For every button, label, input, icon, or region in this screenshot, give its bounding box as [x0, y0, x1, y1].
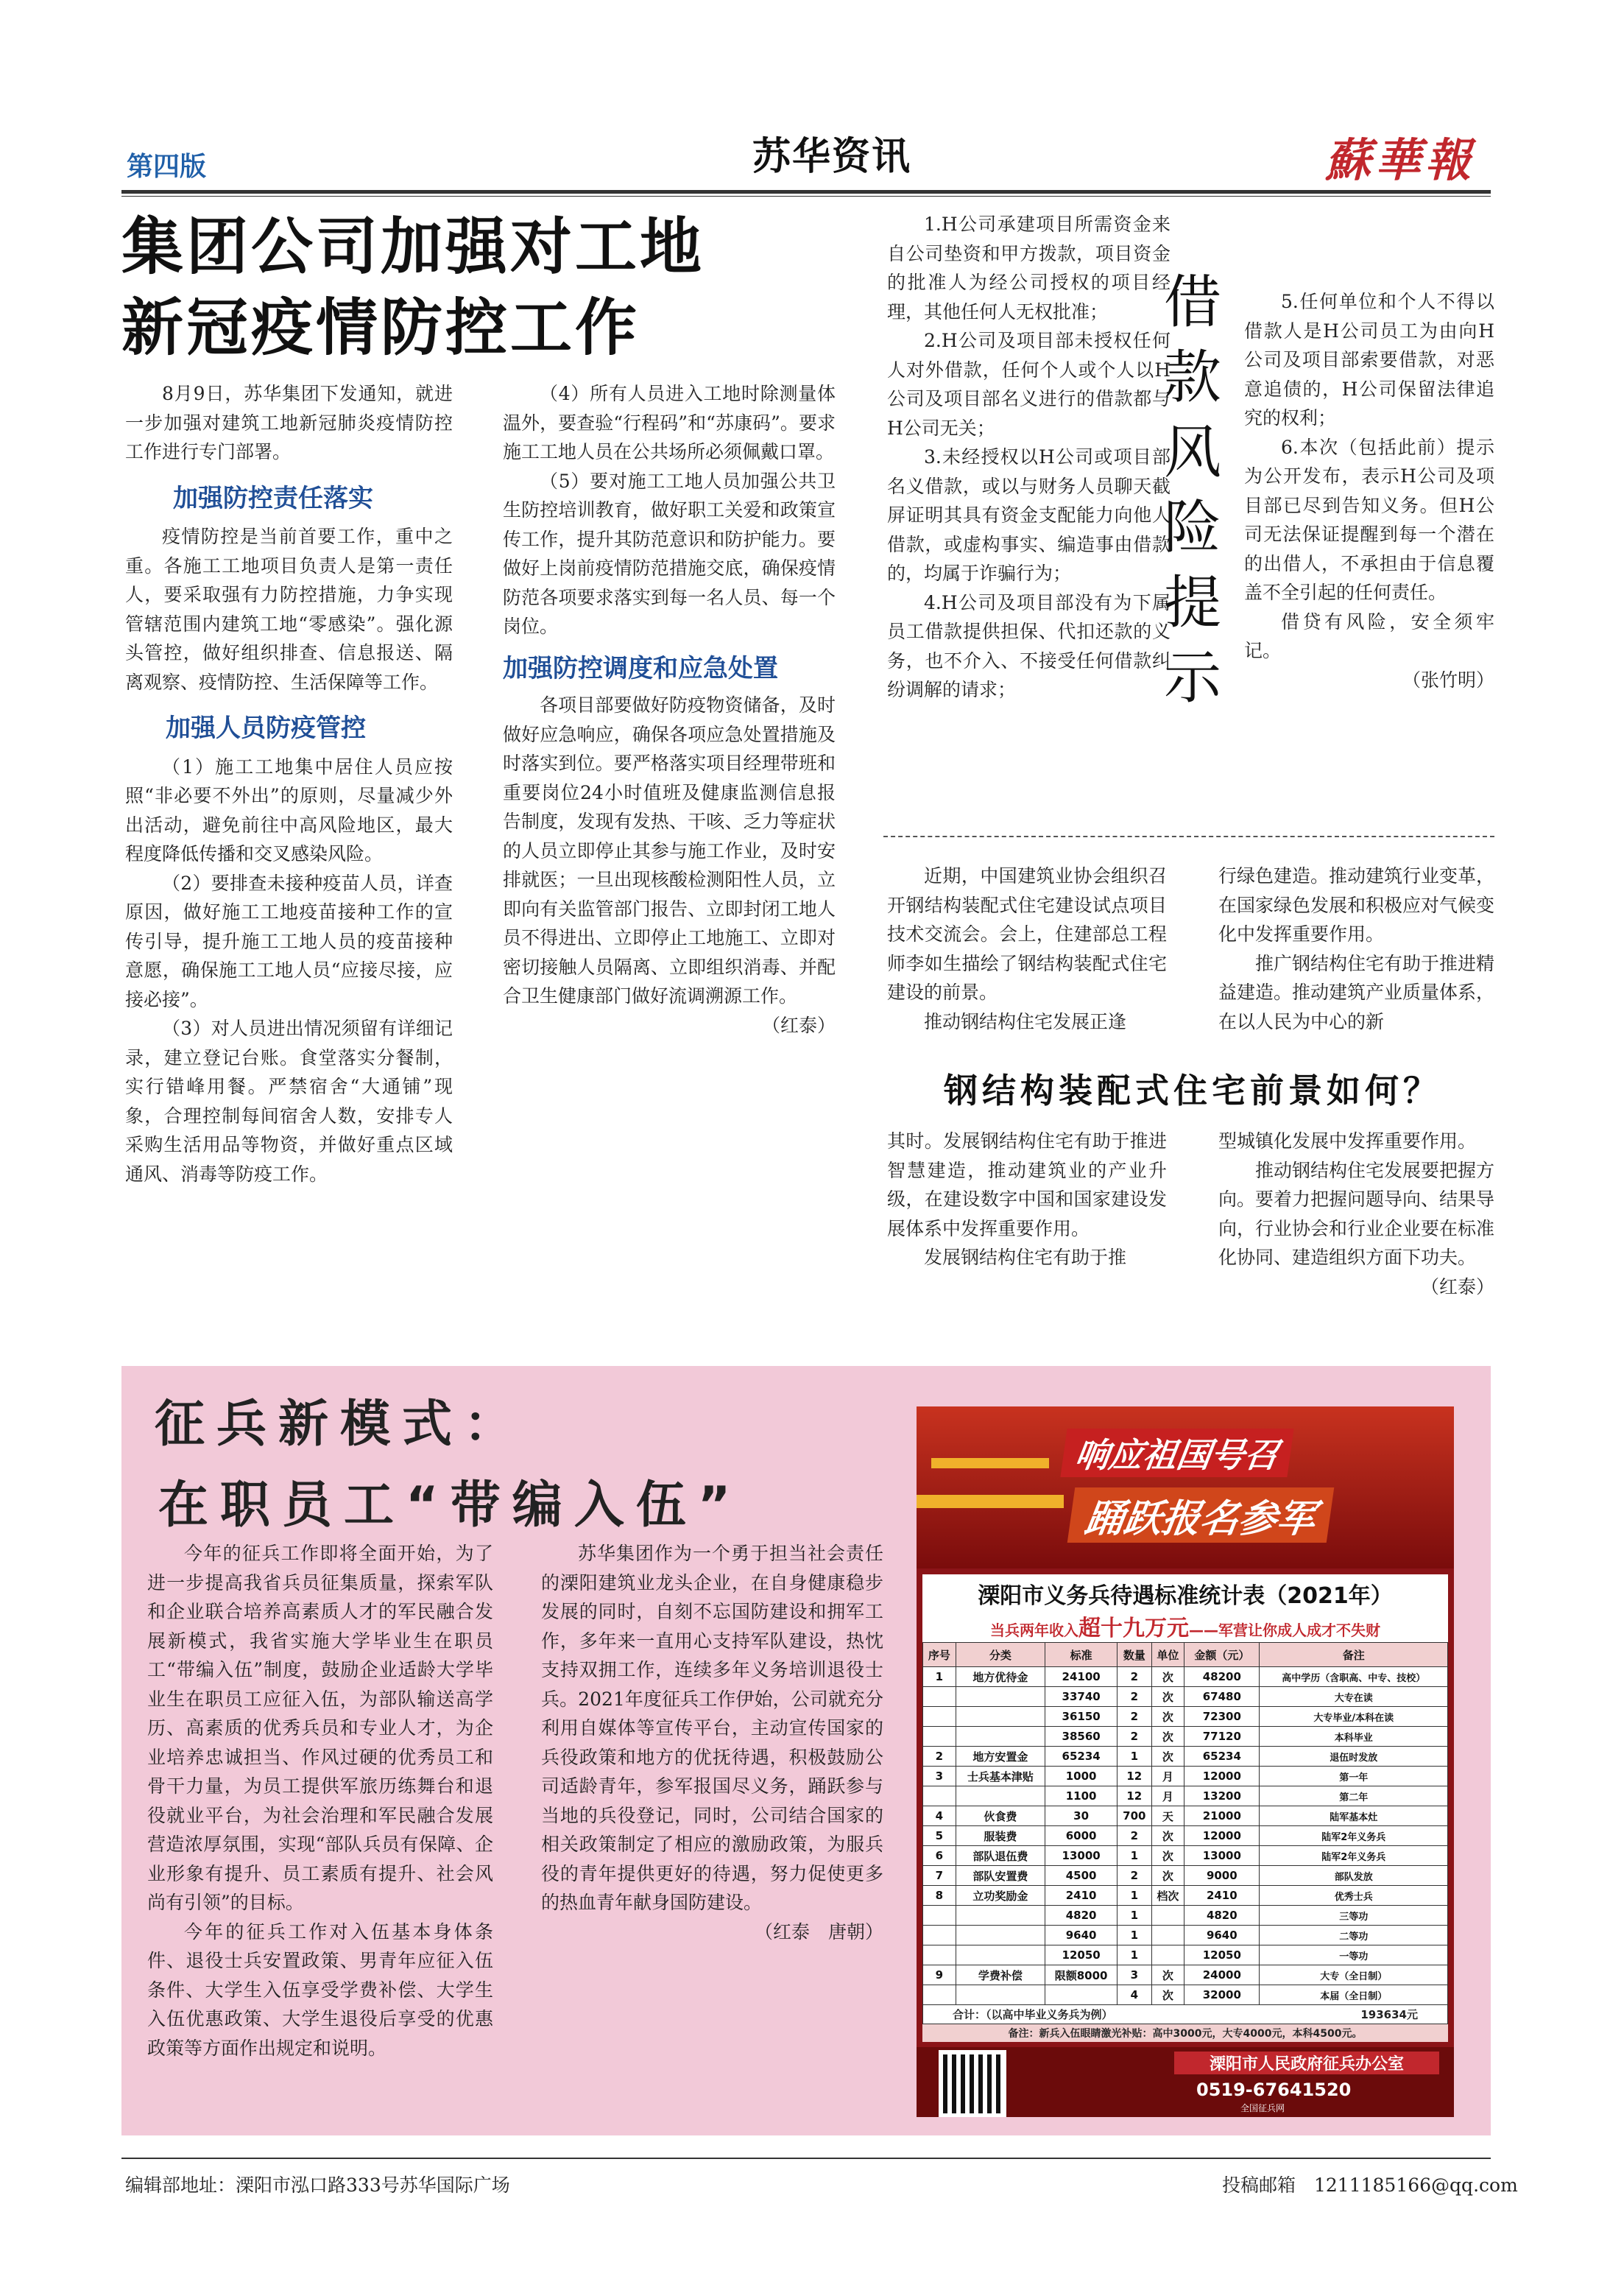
table-header-cell: 分类 — [956, 1643, 1045, 1667]
table-cell — [923, 1727, 956, 1747]
table-cell: 第二年 — [1260, 1786, 1448, 1806]
table-cell: 1 — [1118, 1846, 1151, 1866]
benefits-table — [922, 1642, 1448, 2005]
pagoda-roof-icon — [931, 1458, 1049, 1468]
table-cell: 次 — [1151, 1707, 1184, 1727]
table-row — [923, 1906, 1448, 1926]
table-cell — [923, 1786, 956, 1806]
table-title: 溧阳市义务兵待遇标准统计表（2021年） — [978, 1583, 1393, 1609]
header-rule-thin — [121, 196, 1491, 197]
table-cell: 2410 — [1184, 1886, 1260, 1906]
table-cell: 部队退伍费 — [956, 1846, 1045, 1866]
table-cell: 月 — [1151, 1786, 1184, 1806]
office-phone: 0519-67641520 — [1196, 2080, 1352, 2100]
table-cell: 36150 — [1045, 1707, 1118, 1727]
table-cell: 72300 — [1184, 1707, 1260, 1727]
table-cell: 4820 — [1045, 1906, 1118, 1926]
table-cell: 24000 — [1184, 1965, 1260, 1985]
table-cell: 3 — [1118, 1965, 1151, 1985]
table-cell: 服装费 — [956, 1826, 1045, 1846]
table-cell: 2 — [1118, 1667, 1151, 1687]
table-cell: 12 — [1118, 1786, 1151, 1806]
paragraph: 推动钢结构住宅发展要把握方向。要着力把握问题导向、结果导向，行业协会和行业企业要在标准化协同、建造组织方面下功夫。 — [1218, 1159, 1495, 1268]
table-row — [923, 1886, 1448, 1906]
table-cell: 12050 — [1184, 1945, 1260, 1965]
conscription-column-1 — [147, 1539, 493, 2063]
paragraph: 5.任何单位和个人不得以借款人是H公司员工为由向H公司及项目部索要借款，对恶意追债的，H公司保留法律追究的权利； — [1244, 291, 1494, 429]
table-cell: 优秀士兵 — [1260, 1886, 1448, 1906]
total-label: 合计：（以高中毕业义务兵为例） — [953, 2008, 1113, 2021]
table-header-cell: 序号 — [923, 1643, 956, 1667]
table-cell — [1045, 1985, 1118, 2005]
table-cell — [956, 1945, 1045, 1965]
recruitment-office: 溧阳市人民政府征兵办公室 — [1174, 2052, 1439, 2074]
table-cell: 65234 — [1184, 1747, 1260, 1767]
table-header-cell: 标准 — [1045, 1643, 1118, 1667]
table-cell: 2 — [1118, 1727, 1151, 1747]
table-cell — [923, 1687, 956, 1707]
table-cell: 9 — [923, 1965, 956, 1985]
table-cell — [923, 1906, 956, 1926]
subtitle-text: ——军营让你成人成才不失财 — [1189, 1621, 1380, 1639]
table-cell: 700 — [1118, 1806, 1151, 1826]
paragraph: （5）要对施工工地人员加强公共卫生防控培训教育，做好职工关爱和政策宣传工作，提升其防范意识和防护能力。要做好上岗前疫情防范措施交底，确保疫情防范各项要求落实到每一名人员、每一个岗位。 — [503, 470, 836, 637]
table-note: 备注：新兵入伍眼睛激光补贴：高中3000元，大专4000元，本科4500元。 — [922, 2024, 1448, 2042]
table-cell: 2 — [1118, 1866, 1151, 1886]
poster-headline-1: 响应祖国号召 — [1060, 1429, 1293, 1477]
table-cell: 9640 — [1184, 1926, 1260, 1945]
table-cell: 陆军2年义务兵 — [1260, 1846, 1448, 1866]
table-cell — [923, 1926, 956, 1945]
table-cell: 1100 — [1045, 1786, 1118, 1806]
table-cell: 次 — [1151, 1667, 1184, 1687]
table-cell: 1 — [1118, 1945, 1151, 1965]
subtitle-highlight: 超十九万元 — [1078, 1616, 1189, 1641]
table-cell — [1151, 1945, 1184, 1965]
table-cell: 次 — [1151, 1727, 1184, 1747]
table-cell: 次 — [1151, 1866, 1184, 1886]
table-cell: 38560 — [1045, 1727, 1118, 1747]
table-cell: 77120 — [1184, 1727, 1260, 1747]
benefits-table-panel — [922, 1574, 1448, 2042]
table-cell: 二等功 — [1260, 1926, 1448, 1945]
table-cell: 大专（全日制） — [1260, 1965, 1448, 1985]
table-cell: 7 — [923, 1866, 956, 1886]
table-cell: 33740 — [1045, 1687, 1118, 1707]
poster-headline-2: 踊跃报名参军 — [1067, 1487, 1335, 1543]
table-cell: 65234 — [1045, 1747, 1118, 1767]
newspaper-logo: 蘇華報 — [1325, 133, 1476, 187]
table-cell: 次 — [1151, 1985, 1184, 2005]
recruitment-poster — [917, 1406, 1454, 2117]
table-cell: 地方安置金 — [956, 1747, 1045, 1767]
paragraph: 2.H公司及项目部未授权任何人对外借款，任何个人或个人以H公司及项目部名义进行的借款都与H公司无关； — [887, 330, 1171, 439]
table-cell: 一等功 — [1260, 1945, 1448, 1965]
table-row — [923, 1926, 1448, 1945]
table-cell: 4820 — [1184, 1906, 1260, 1926]
table-cell — [1151, 1926, 1184, 1945]
steel-column-4 — [1218, 1127, 1494, 1301]
table-row — [923, 1806, 1448, 1826]
table-cell: 1 — [1118, 1906, 1151, 1926]
table-cell: 1 — [1118, 1886, 1151, 1906]
conscription-title-line1: 征兵新模式： — [155, 1395, 526, 1454]
table-cell — [956, 1906, 1045, 1926]
headline-line1: 集团公司加强对工地 — [121, 211, 705, 283]
table-cell — [923, 1945, 956, 1965]
title-char: 款 — [1163, 345, 1221, 411]
table-cell: 6 — [923, 1846, 956, 1866]
table-cell: 2 — [1118, 1826, 1151, 1846]
table-cell: 32000 — [1184, 1985, 1260, 2005]
table-cell: 次 — [1151, 1747, 1184, 1767]
table-cell: 13000 — [1184, 1846, 1260, 1866]
submission-email[interactable]: 投稿邮箱 1211185166@qq.com — [1222, 2174, 1518, 2196]
table-cell: 48200 — [1184, 1667, 1260, 1687]
title-char: 提 — [1163, 570, 1221, 636]
table-cell: 1 — [1118, 1747, 1151, 1767]
table-cell: 次 — [1151, 1965, 1184, 1985]
table-cell: 地方优待金 — [956, 1667, 1045, 1687]
paragraph: 今年的征兵工作即将全面开始，为了进一步提高我省兵员征集质量，探索军队和企业联合培养高素质人才的军民融合发展新模式，我省实施大学毕业生在职员工“带编入伍”制度，鼓励企业适龄大学毕业生在职员工应征入伍，为部队输送高学历、高素质的优秀兵员和专业人才，为企业培养忠诚担当、作风过硬的优秀员工和骨干力量，为员工提供军旅历练舞台和退役就业平台，为社会治理和军民融合发展营造浓厚氛围，实现“部队兵员有保障、企业形象有提升、员工素质有提升、社会风尚有引领”的目标。 — [147, 1543, 493, 1913]
table-total — [922, 2005, 1448, 2024]
table-cell: 部队发放 — [1260, 1866, 1448, 1886]
loan-vertical-title — [1159, 265, 1226, 716]
table-row — [923, 1667, 1448, 1687]
subtitle-text: 当兵两年收入 — [990, 1621, 1078, 1639]
table-cell: 21000 — [1184, 1806, 1260, 1826]
table-cell: 13000 — [1045, 1846, 1118, 1866]
paragraph: 发展钢结构住宅有助于推 — [924, 1247, 1127, 1268]
table-cell: 12000 — [1184, 1826, 1260, 1846]
title-char: 示 — [1163, 645, 1221, 711]
table-cell: 24100 — [1045, 1667, 1118, 1687]
paragraph: 今年的征兵工作对入伍基本身体条件、退役士兵安置政策、男青年应征入伍条件、大学生入伍享受学费补偿、大学生入伍优惠政策、大学生退役后享受的优惠政策等方面作出规定和说明。 — [147, 1920, 493, 2059]
table-cell: 大专在读 — [1260, 1687, 1448, 1707]
dashed-divider — [883, 836, 1494, 837]
table-row — [923, 1866, 1448, 1886]
table-cell: 67480 — [1184, 1687, 1260, 1707]
byline: （红泰） — [761, 1014, 836, 1036]
table-cell: 限额8000 — [1045, 1965, 1118, 1985]
paragraph: 3.未经授权以H公司或项目部名义借款，或以与财务人员聊天截屏证明其具有资金支配能力向他人借款，或虚构事实、编造事由借款的，均属于诈骗行为； — [887, 446, 1171, 584]
headline-line2: 新冠疫情防控工作 — [121, 292, 640, 364]
table-cell — [956, 1926, 1045, 1945]
paragraph: 推动钢结构住宅发展正逢 — [924, 1010, 1127, 1032]
table-cell: 4500 — [1045, 1866, 1118, 1886]
poster-footer — [917, 2047, 1454, 2117]
table-cell: 2 — [1118, 1687, 1151, 1707]
table-cell: 本科毕业 — [1260, 1727, 1448, 1747]
paragraph: （3）对人员进出情况须留有详细记录，建立登记台账。食堂落实分餐制，实行错峰用餐。严禁宿舍“大通铺”现象，合理控制每间宿舍人数，安排专人采购生活用品等物资，并做好重点区域通风、消毒等防疫工作。 — [125, 1018, 453, 1185]
paragraph: 1.H公司承建项目所需资金来自公司垫资和甲方拨款，项目资金的批准人为经公司授权的项目经理，其他任何人无权批准； — [887, 214, 1171, 323]
steel-column-3 — [887, 1127, 1167, 1272]
byline: （张竹明） — [1402, 669, 1494, 691]
table-cell: 陆军2年义务兵 — [1260, 1826, 1448, 1846]
table-header-cell: 备注 — [1260, 1643, 1448, 1667]
paragraph: （2）要排查未接种疫苗人员，详查原因，做好施工工地疫苗接种工作的宣传引导，提升施工工地人员的疫苗接种意愿，确保施工工地人员“应接尽接，应接必接”。 — [125, 872, 453, 1010]
paragraph: 各项目部要做好防疫物资储备，及时做好应急响应，确保各项应急处置措施及时落实到位。要严格落实项目经理带班和重要岗位24小时值班及健康监测信息报告制度，发现有发热、干咳、乏力等症状的人员立即停止其参与施工作业，及时安排就医；一旦出现核酸检测阳性人员，立即向有关监管部门报告、立即封闭工地人员不得进出、立即停止工地施工、立即对密切接触人员隔离、立即组织消毒、并配合卫生健康部门做好流调溯源工作。 — [503, 694, 836, 1007]
table-cell — [956, 1707, 1045, 1727]
table-cell: 12050 — [1045, 1945, 1118, 1965]
title-char: 风 — [1163, 420, 1221, 486]
table-cell: 13200 — [1184, 1786, 1260, 1806]
title-char: 险 — [1163, 495, 1221, 561]
total-value: 193634元 — [1360, 2008, 1418, 2021]
table-cell: 1 — [1118, 1926, 1151, 1945]
recruitment-website: 全国征兵网 — [1240, 2103, 1285, 2113]
table-cell — [956, 1985, 1045, 2005]
table-cell: 第一年 — [1260, 1767, 1448, 1786]
table-subtitle — [922, 1610, 1448, 1642]
article-column-2 — [503, 379, 836, 1040]
byline: （红泰） — [1420, 1275, 1494, 1297]
table-cell: 士兵基本津贴 — [956, 1767, 1045, 1786]
table-cell: 档次 — [1151, 1886, 1184, 1906]
table-cell: 12 — [1118, 1767, 1151, 1786]
table-cell — [956, 1687, 1045, 1707]
table-header-cell: 单位 — [1151, 1643, 1184, 1667]
table-cell: 次 — [1151, 1687, 1184, 1707]
table-cell: 高中学历（含职高、中专、技校） — [1260, 1667, 1448, 1687]
conscription-title-line2: 在职员工“带编入伍” — [158, 1476, 743, 1535]
steel-article-title: 钢结构装配式住宅前景如何？ — [944, 1071, 1441, 1110]
table-cell: 伙食费 — [956, 1806, 1045, 1826]
table-cell: 4 — [923, 1806, 956, 1826]
table-cell: 学费补偿 — [956, 1965, 1045, 1985]
byline: （红泰 唐朝） — [754, 1920, 883, 1943]
table-cell: 月 — [1151, 1767, 1184, 1786]
table-cell — [1151, 1906, 1184, 1926]
table-cell: 大专毕业/本科在读 — [1260, 1707, 1448, 1727]
table-cell: 2 — [923, 1747, 956, 1767]
table-cell: 退伍时发放 — [1260, 1747, 1448, 1767]
paragraph: 其时。发展钢结构住宅有助于推进智慧建造，推动建筑业的产业升级，在建设数字中国和国家建设发展体系中发挥重要作用。 — [887, 1130, 1167, 1239]
table-cell: 12000 — [1184, 1767, 1260, 1786]
steel-column-2 — [1218, 862, 1494, 1036]
paragraph: 行绿色建造。推动建筑行业变革，在国家绿色发展和积极应对气候变化中发挥重要作用。 — [1218, 865, 1495, 945]
edition-label: 第四版 — [127, 152, 207, 182]
table-header-row — [923, 1643, 1448, 1667]
paragraph: 疫情防控是当前首要工作，重中之重。各施工工地项目负责人是第一责任人，要采取强有力防控措施，力争实现管辖范围内建筑工地“零感染”。强化源头管控，做好组织排查、信息报送、隔离观察、疫情防控、生活保障等工作。 — [125, 526, 453, 693]
section-title: 苏华资讯 — [752, 135, 911, 179]
table-row — [923, 1727, 1448, 1747]
header-rule — [121, 190, 1491, 194]
paragraph: （1）施工工地集中居住人员应按照“非必要不外出”的原则，尽量减少外出活动，避免前往中高风险地区，最大程度降低传播和交叉感染风险。 — [125, 756, 453, 864]
table-cell: 部队安置费 — [956, 1866, 1045, 1886]
pagoda-roof-icon — [917, 1495, 1064, 1508]
table-cell: 9000 — [1184, 1866, 1260, 1886]
subhead-emergency: 加强防控调度和应急处置 — [503, 653, 778, 683]
subhead-personnel: 加强人员防疫管控 — [166, 714, 366, 743]
table-cell: 次 — [1151, 1846, 1184, 1866]
table-row — [923, 1786, 1448, 1806]
table-row — [923, 1747, 1448, 1767]
paragraph: 6.本次（包括此前）提示为公开发布，表示H公司及项目部已尽到告知义务。但H公司无法保证提醒到每一个潜在的出借人，不承担由于信息覆盖不全引起的任何责任。 — [1244, 436, 1494, 603]
table-cell: 2410 — [1045, 1886, 1118, 1906]
table-cell: 三等功 — [1260, 1906, 1448, 1926]
table-cell: 4 — [1118, 1985, 1151, 2005]
subhead-responsibility: 加强防控责任落实 — [173, 483, 373, 513]
article-intro: 8月9日，苏华集团下发通知，就进一步加强对建筑工地新冠肺炎疫情防控工作进行专门部署。 — [125, 383, 453, 462]
paragraph: 推广钢结构住宅有助于推进精益建造。推动建筑产业质量体系，在以人民为中心的新 — [1218, 952, 1495, 1032]
table-cell: 9640 — [1045, 1926, 1118, 1945]
table-row — [923, 1826, 1448, 1846]
table-row — [923, 1945, 1448, 1965]
table-cell — [923, 1707, 956, 1727]
table-row — [923, 1965, 1448, 1985]
paragraph: 型城镇化发展中发挥重要作用。 — [1218, 1130, 1477, 1152]
table-body — [923, 1667, 1448, 2005]
loan-column-2 — [1244, 287, 1494, 694]
table-cell — [956, 1786, 1045, 1806]
footer-rule — [121, 2158, 1491, 2159]
table-cell: 1 — [923, 1667, 956, 1687]
table-row — [923, 1985, 1448, 2005]
table-header-cell: 数量 — [1118, 1643, 1151, 1667]
table-cell: 5 — [923, 1826, 956, 1846]
table-cell: 6000 — [1045, 1826, 1118, 1846]
table-cell: 3 — [923, 1767, 956, 1786]
article-column-1 — [125, 379, 453, 1189]
article-headline — [121, 206, 872, 368]
title-char: 借 — [1163, 270, 1221, 336]
table-cell — [923, 1985, 956, 2005]
table-row — [923, 1767, 1448, 1786]
table-cell: 本届（全日制） — [1260, 1985, 1448, 2005]
paragraph: 借贷有风险，安全须牢记。 — [1244, 610, 1494, 661]
table-cell: 立功奖励金 — [956, 1886, 1045, 1906]
table-cell: 2 — [1118, 1707, 1151, 1727]
paragraph: 4.H公司及项目部没有为下属员工借款提供担保、代扣还款的义务，也不介入、不接受任何借款纠纷调解的请求； — [887, 591, 1171, 700]
table-cell: 1000 — [1045, 1767, 1118, 1786]
table-cell: 陆军基本灶 — [1260, 1806, 1448, 1826]
paragraph: 近期，中国建筑业协会组织召开钢结构装配式住宅建设试点项目技术交流会。会上，住建部总工程师李如生描绘了钢结构装配式住宅建设的前景。 — [887, 865, 1167, 1003]
table-cell — [956, 1727, 1045, 1747]
table-header-cell: 金额（元） — [1184, 1643, 1260, 1667]
table-cell: 天 — [1151, 1806, 1184, 1826]
table-cell: 次 — [1151, 1826, 1184, 1846]
paragraph: （4）所有人员进入工地时除测量体温外，要查验“行程码”和“苏康码”。要求施工工地人员在公共场所必须佩戴口罩。 — [503, 383, 836, 462]
conscription-column-2 — [541, 1539, 883, 1946]
loan-column-1 — [887, 210, 1171, 705]
paragraph: 苏华集团作为一个勇于担当社会责任的溧阳建筑业龙头企业，在自身健康稳步发展的同时，自刻不忘国防建设和拥军工作，多年来一直用心支持军队建设，热忱支持双拥工作，连续多年义务培训退役士兵。2021年度征兵工作伊始，公司就充分利用自媒体等宣传平台，主动宣传国家的兵役政策和地方的优抚待遇，积极鼓励公司适龄青年，参军报国尽义务，踊跃参与当地的兵役登记，同时，公司结合国家的相关政策制定了相应的激励政策，为服兵役的青年提供更好的待遇，努力促使更多的热血青年献身国防建设。 — [541, 1543, 883, 1913]
table-cell: 30 — [1045, 1806, 1118, 1826]
table-row — [923, 1707, 1448, 1727]
editorial-address: 编辑部地址：溧阳市泓口路333号苏华国际广场 — [125, 2174, 510, 2196]
table-cell: 8 — [923, 1886, 956, 1906]
steel-column-1 — [887, 862, 1167, 1036]
table-row — [923, 1846, 1448, 1866]
table-row — [923, 1687, 1448, 1707]
qr-code-icon[interactable] — [939, 2050, 1006, 2117]
